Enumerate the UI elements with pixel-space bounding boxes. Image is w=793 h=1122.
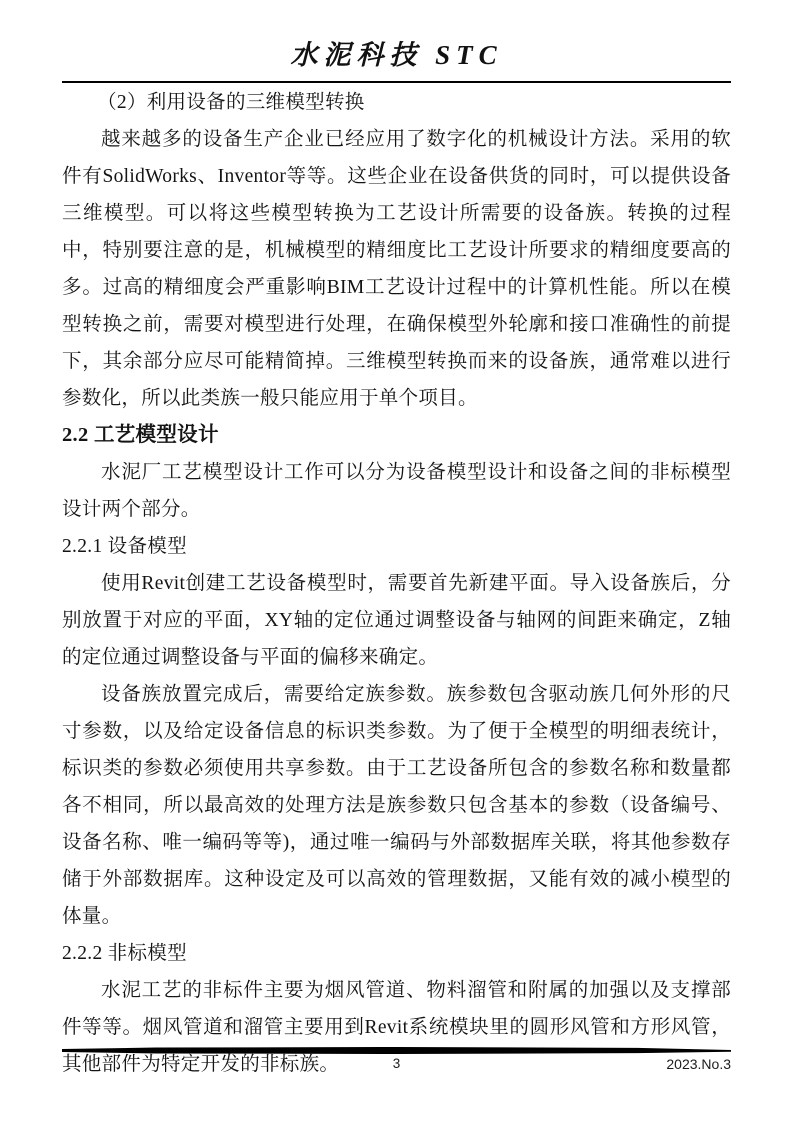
numbered-heading: （2）利用设备的三维模型转换 xyxy=(97,92,365,113)
journal-title: 水泥科技 STC xyxy=(290,40,503,70)
section-heading: 2.2 工艺模型设计 xyxy=(62,424,219,446)
footer-rule xyxy=(62,1047,731,1054)
paragraph: 水泥工艺的非标件主要为烟风管道、物料溜管和附属的加强以及支撑部件等等。烟风管道和溜管主要用到Revit系统模块里的圆形风管和方形风管，其他部件为特定开发的非标族。 xyxy=(62,980,731,1075)
paragraph: 设备族放置完成后，需要给定族参数。族参数包含驱动族几何外形的尺寸参数，以及给定设备信息的标识类参数。为了便于全模型的明细表统计，标识类的参数必须使用共享参数。由于工艺设备所包含的参数名称和数量都各不相同，所以最高效的处理方法是族参数只包含基本的参数（设备编号、设备名称、唯一编码等等)，通过唯一编码与外部数据库关联，将其他参数存储于外部数据库。这种设定及可以高效的管理数据，又能有效的减小模型的体量。 xyxy=(62,684,731,927)
issue-label: 2023.No.3 xyxy=(666,1056,731,1072)
subsection-heading: 2.2.1 设备模型 xyxy=(62,536,187,557)
header-rule xyxy=(62,81,731,83)
page-header xyxy=(62,38,731,83)
subsection-heading: 2.2.2 非标模型 xyxy=(62,943,187,964)
paragraph: 越来越多的设备生产企业已经应用了数字化的机械设计方法。采用的软件有SolidWorks、Inventor等等。这些企业在设备供货的同时，可以提供设备三维模型。可以将这些模型转换为工艺设计所需要的设备族。转换的过程中，特别要注意的是，机械模型的精细度比工艺设计所要求的精细度要高的多。过高的精细度会严重影响BIM工艺设计过程中的计算机性能。所以在模型转换之前，需要对模型进行处理，在确保模型外轮廓和接口准确性的前提下，其余部分应尽可能精简掉。三维模型转换而来的设备族，通常难以进行参数化，所以此类族一般只能应用于单个项目。 xyxy=(62,129,731,409)
page-footer xyxy=(62,1047,731,1076)
document-body xyxy=(62,84,731,1083)
page-number: 3 xyxy=(392,1056,401,1071)
footer-row xyxy=(62,1056,731,1076)
paragraph: 水泥厂工艺模型设计工作可以分为设备模型设计和设备之间的非标模型设计两个部分。 xyxy=(62,462,731,520)
paragraph: 使用Revit创建工艺设备模型时，需要首先新建平面。导入设备族后，分别放置于对应的平面，XY轴的定位通过调整设备与轴网的间距来确定，Z轴的定位通过调整设备与平面的偏移来确定。 xyxy=(62,573,731,668)
